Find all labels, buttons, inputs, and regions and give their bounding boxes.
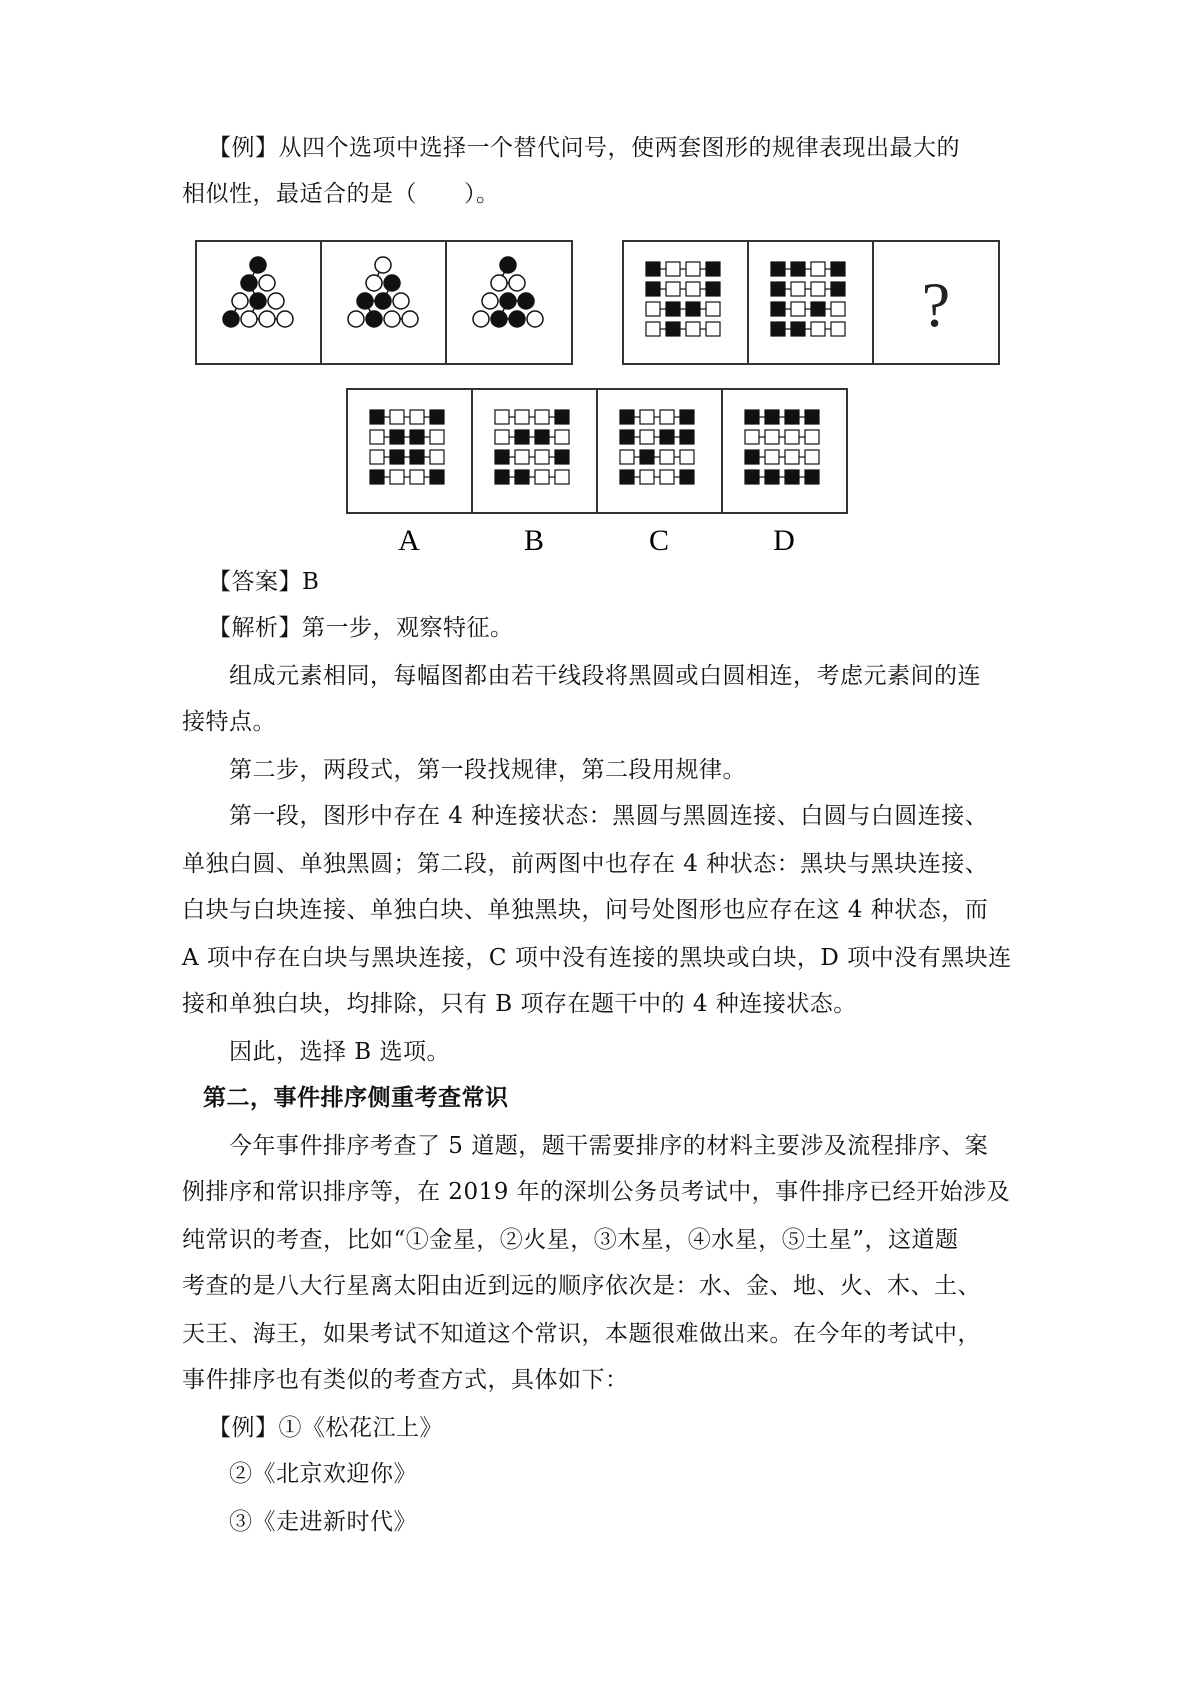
- section-body-line-2: 例排序和常识排序等，在 2019 年的深圳公务员考试中，事件排序已经开始涉及: [182, 1179, 1011, 1205]
- group-one-panels: [196, 241, 572, 364]
- question-line-2: 相似性，最适合的是（ ）。: [182, 181, 500, 207]
- analysis-line-6: 单独白圆、单独黑圆；第二段，前两图中也存在 4 种状态：黑块与黑块连接、: [182, 851, 989, 877]
- option-d-label[interactable]: D: [773, 524, 795, 557]
- triangle-panel-3: [473, 257, 543, 327]
- option-d-grid: [745, 410, 819, 484]
- example2-line-2: ②《北京欢迎你》: [229, 1461, 417, 1487]
- section-body-line-1: 今年事件排序考查了 5 道题，题干需要排序的材料主要涉及流程排序、案: [229, 1133, 989, 1159]
- section-body-line-3: 纯常识的考查，比如“①金星，②火星，③木星，④水星，⑤土星”，这道题: [182, 1227, 959, 1253]
- analysis-line-3: 接特点。: [182, 709, 276, 735]
- option-c-label[interactable]: C: [648, 524, 670, 557]
- analysis-line-1: 【解析】第一步，观察特征。: [208, 615, 514, 641]
- question-mark: ?: [921, 269, 951, 340]
- puzzle-figure: [0, 0, 1190, 560]
- analysis-line-4: 第二步，两段式，第一段找规律，第二段用规律。: [229, 757, 746, 783]
- answer-line: 【答案】B: [208, 569, 320, 595]
- example2-line-1: 【例】①《松花江上》: [208, 1415, 443, 1441]
- option-a-grid: [370, 410, 444, 484]
- option-a-label[interactable]: A: [398, 524, 420, 557]
- grid-panel-2: [771, 262, 845, 336]
- analysis-line-7: 白块与白块连接、单独白块、单独黑块，问号处图形也应存在这 4 种状态，而: [182, 897, 989, 923]
- triangle-panel-2: [348, 257, 418, 327]
- section-heading: 第二，事件排序侧重考查常识: [203, 1084, 509, 1111]
- triangle-panel-1: [223, 257, 293, 327]
- analysis-line-9: 接和单独白块，均排除，只有 B 项存在题干中的 4 种连接状态。: [182, 991, 857, 1017]
- option-b-grid: [495, 410, 569, 484]
- group-two-panels: [623, 241, 999, 364]
- option-b-label[interactable]: B: [523, 524, 545, 557]
- grid-panel-1: [646, 262, 720, 336]
- section-body-line-5: 天王、海王，如果考试不知道这个常识，本题很难做出来。在今年的考试中，: [182, 1321, 981, 1347]
- analysis-line-10: 因此，选择 B 选项。: [229, 1039, 451, 1065]
- analysis-line-2: 组成元素相同，每幅图都由若干线段将黑圆或白圆相连，考虑元素间的连: [229, 663, 981, 689]
- analysis-line-5: 第一段，图形中存在 4 种连接状态：黑圆与黑圆连接、白圆与白圆连接、: [229, 803, 989, 829]
- section-body-line-4: 考查的是八大行星离太阳由近到远的顺序依次是：水、金、地、火、木、土、: [182, 1273, 981, 1299]
- option-c-grid: [620, 410, 694, 484]
- option-panels: [347, 389, 847, 557]
- example2-line-3: ③《走进新时代》: [229, 1509, 417, 1535]
- analysis-line-8: A 项中存在白块与黑块连接，C 项中没有连接的黑块或白块，D 项中没有黑块连: [182, 945, 1012, 971]
- question-line-1: 【例】从四个选项中选择一个替代问号，使两套图形的规律表现出最大的: [208, 135, 960, 161]
- section-body-line-6: 事件排序也有类似的考查方式，具体如下：: [182, 1367, 629, 1393]
